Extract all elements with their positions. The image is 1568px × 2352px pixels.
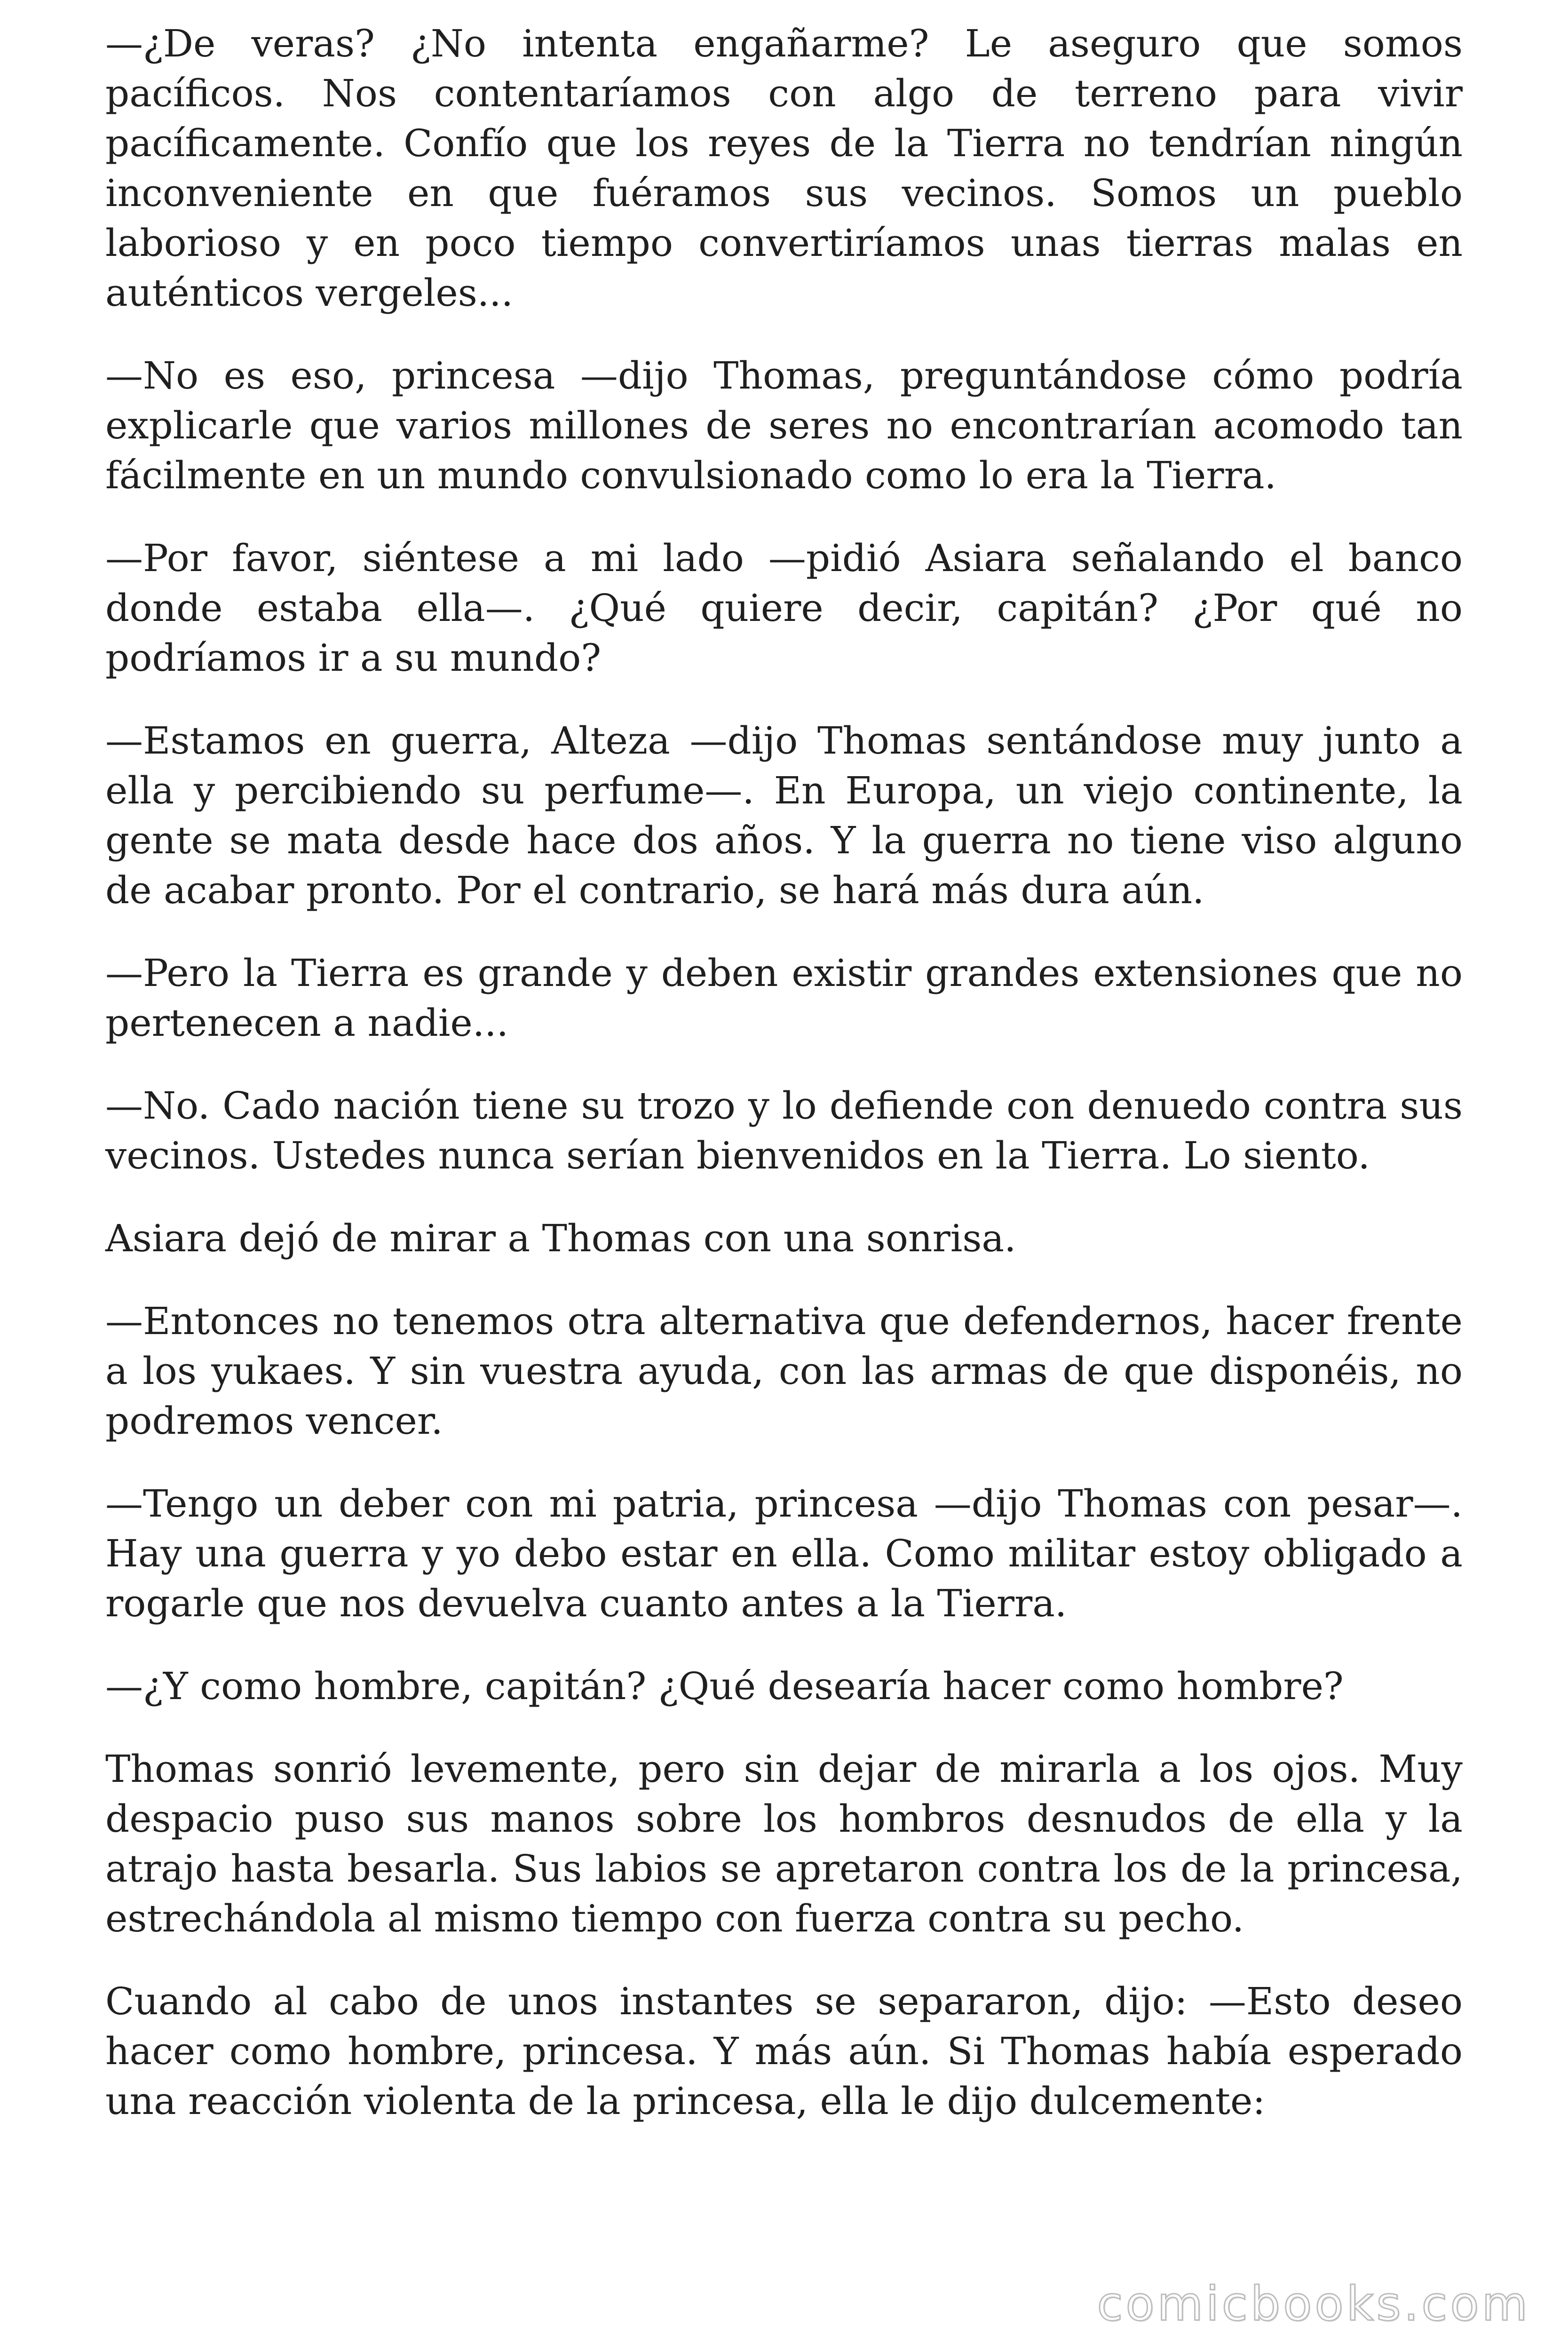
paragraph-4: —Estamos en guerra, Alteza —dijo Thomas sentándose muy junto a ella y percibiendo su perfume—. En Europa, un viejo continente, la gente se mata desde hace dos años. Y la guerra no tiene viso alguno de acabar pronto. Por el contrario, se hará más dura aún. bbox=[105, 719, 1463, 912]
paragraph-10: —¿Y como hombre, capitán? ¿Qué desearía hacer como hombre? bbox=[105, 1664, 1344, 1708]
document-page bbox=[105, 19, 1463, 2159]
paragraph-12: Cuando al cabo de unos instantes se separaron, dijo: —Esto deseo hacer como hombre, princesa. Y más aún. Si Thomas había esperado una reacción violenta de la princesa, ella le dijo dulcemente: bbox=[105, 1979, 1463, 2123]
watermark: comicbooks.com bbox=[1097, 2276, 1530, 2331]
paragraph-7: Asiara dejó de mirar a Thomas con una sonrisa. bbox=[105, 1216, 1016, 1260]
paragraph-9: —Tengo un deber con mi patria, princesa —dijo Thomas con pesar—. Hay una guerra y yo debo estar en ella. Como militar estoy obligado a rogarle que nos devuelva cuanto antes a la Tierra. bbox=[105, 1482, 1463, 1625]
paragraph-5: —Pero la Tierra es grande y deben existir grandes extensiones que no pertenecen a nadie... bbox=[105, 951, 1463, 1045]
paragraph-6: —No. Cado nación tiene su trozo y lo defiende con denuedo contra sus vecinos. Ustedes nunca serían bienvenidos en la Tierra. Lo siento. bbox=[105, 1084, 1463, 1177]
paragraph-1: —¿De veras? ¿No intenta engañarme? Le aseguro que somos pacíficos. Nos contentaríamos con algo de terreno para vivir pacíficamente. Confío que los reyes de la Tierra no tendrían ningún inconveniente en que fuéramos sus vecinos. Somos un pueblo laborioso y en poco tiempo convertiríamos unas tierras malas en auténticos vergeles... bbox=[105, 22, 1463, 315]
paragraph-11: Thomas sonrió levemente, pero sin dejar de mirarla a los ojos. Muy despacio puso sus manos sobre los hombros desnudos de ella y la atrajo hasta besarla. Sus labios se apretaron contra los de la princesa, estrechándola al mismo tiempo con fuerza contra su pecho. bbox=[105, 1747, 1463, 1940]
paragraph-3: —Por favor, siéntese a mi lado —pidió Asiara señalando el banco donde estaba ella—. ¿Qué quiere decir, capitán? ¿Por qué no podríamos ir a su mundo? bbox=[105, 536, 1463, 680]
paragraph-2: —No es eso, princesa —dijo Thomas, preguntándose cómo podría explicarle que varios millones de seres no encontrarían acomodo tan fácilmente en un mundo convulsionado como lo era la Tierra. bbox=[105, 354, 1463, 497]
paragraph-8: —Entonces no tenemos otra alternativa que defendernos, hacer frente a los yukaes. Y sin vuestra ayuda, con las armas de que disponéis, no podremos vencer. bbox=[105, 1299, 1463, 1443]
